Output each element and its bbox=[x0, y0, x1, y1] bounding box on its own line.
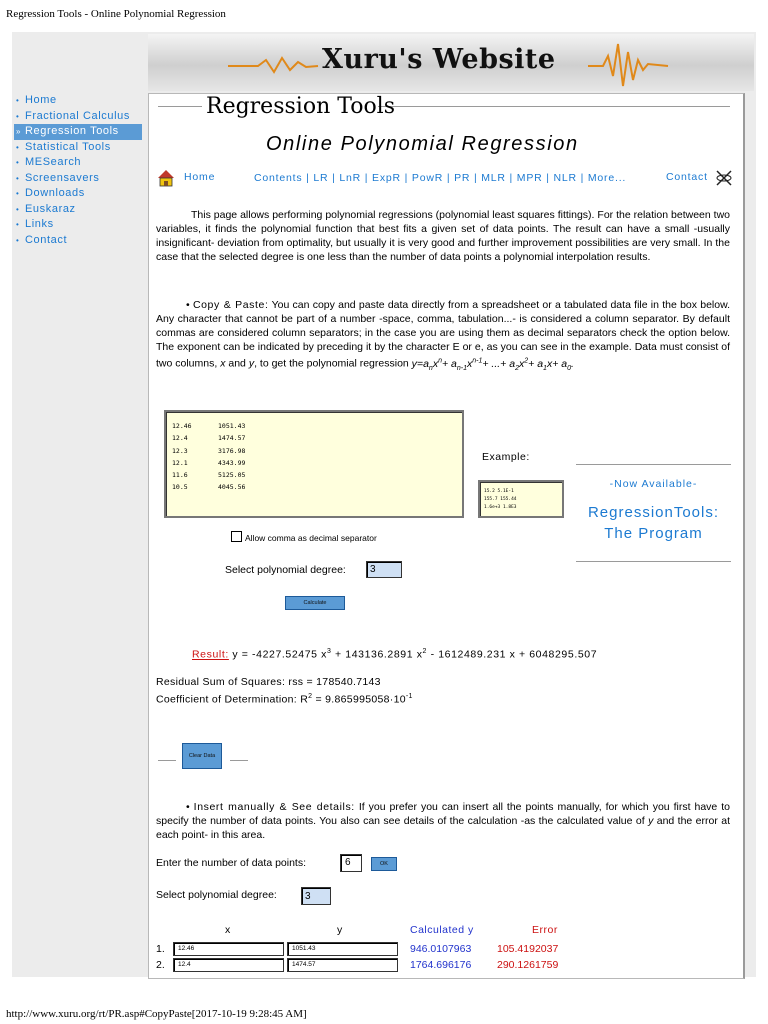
nav-link-powr[interactable]: PowR bbox=[411, 172, 444, 184]
nav-link-mpr[interactable]: MPR bbox=[516, 172, 543, 184]
calculate-button[interactable]: Calculate bbox=[285, 596, 345, 610]
nav-link-lnr[interactable]: LnR bbox=[339, 172, 362, 184]
nav-home-link[interactable]: Home bbox=[184, 171, 216, 183]
sidebar-item-home[interactable]: • Home bbox=[16, 94, 57, 106]
result-label: Result: bbox=[192, 648, 229, 661]
manual-degree-label: Select polynomial degree: bbox=[156, 889, 277, 901]
degree-label: Select polynomial degree: bbox=[225, 564, 346, 576]
y-input[interactable]: 1051.43 bbox=[287, 942, 398, 956]
data-row: 11.6 5125.05 bbox=[172, 471, 246, 480]
table-header-error: Error bbox=[532, 924, 558, 936]
sidebar-item-euskaraz[interactable]: • Euskaraz bbox=[16, 202, 76, 215]
copy-paste-heading: Copy & Paste: bbox=[192, 299, 269, 311]
nav-link-contents[interactable]: Contents bbox=[254, 172, 303, 184]
sidebar-item-regression-tools[interactable]: » Regression Tools bbox=[14, 124, 142, 140]
x-input[interactable]: 12.46 bbox=[173, 942, 284, 956]
example-textarea: 15.2 5.1E-1 155.7 155.44 1.6e+3 1.8E3 bbox=[478, 480, 564, 518]
sidebar-nav bbox=[14, 93, 142, 248]
example-label: Example: bbox=[482, 451, 530, 463]
nav-links: Contents | LR | LnR | ExpR | PowR | PR | MLR | MPR | NLR | More... bbox=[254, 172, 627, 184]
print-header-title: Regression Tools - Online Polynomial Regression bbox=[6, 8, 226, 20]
copy-paste-paragraph: • Copy & Paste: You can copy and paste data directly from a spreadsheet or a tabulated data file in the box below. Any character that cannot be part of a number -space, comma, tabulation...- is considered a column separator. By default commas are considered column separators; in the case you are using them as decimal separators check the option below. The exponent can be indicated by preceding it by the character E or e, as you can see in the example. Data must consist of two columns, x and y, to get the polynomial regression $y=a_nx^n+ a_{n-1}x^{n-1}+$ ...+ $a_2x^2+ a_1x+ a_0$. bbox=[156, 299, 731, 372]
error-value: 105.4192037 bbox=[497, 943, 559, 955]
nav-link-expr[interactable]: ExpR bbox=[372, 172, 401, 184]
rss-value: Residual Sum of Squares: rss = 178540.7143 bbox=[156, 676, 381, 688]
sidebar-item-mesearch[interactable]: • MESearch bbox=[16, 156, 82, 168]
points-label: Enter the number of data points: bbox=[156, 857, 307, 869]
nav-link-nlr[interactable]: NLR bbox=[553, 172, 577, 184]
nav-contact-link[interactable]: Contact bbox=[666, 171, 708, 183]
sidebar-item-links[interactable]: • Links bbox=[16, 218, 54, 230]
data-row: 12.46 1051.43 bbox=[172, 422, 246, 430]
manual-paragraph: • Insert manually & See details: If you prefer you can insert all the points manually, for which you first have to specify the number of data points. You also can see details of the calculation -as the calculated value of y and the error at each point- in this area. bbox=[156, 801, 731, 841]
promo-rule-bottom bbox=[576, 561, 731, 562]
nav-link-more[interactable]: More... bbox=[587, 172, 627, 184]
nav-link-lr[interactable]: LR bbox=[313, 172, 329, 184]
home-icon[interactable] bbox=[156, 168, 176, 193]
error-value: 290.1261759 bbox=[497, 959, 559, 971]
sidebar-item-downloads[interactable]: • Downloads bbox=[16, 187, 85, 199]
comma-separator-label: Allow comma as decimal separator bbox=[245, 533, 377, 543]
degree-select[interactable]: 3 bbox=[366, 561, 402, 578]
data-row: 10.5 4045.56 bbox=[172, 483, 246, 492]
table-header-x: x bbox=[225, 924, 231, 936]
ok-button[interactable]: OK bbox=[371, 857, 397, 871]
clear-data-button[interactable]: Clear Data bbox=[182, 743, 222, 769]
manual-heading: Insert manually & See details: bbox=[193, 801, 355, 813]
promo-available: -Now Available- bbox=[609, 478, 698, 490]
x-input[interactable]: 12.4 bbox=[173, 958, 284, 972]
points-input[interactable]: 6 bbox=[340, 854, 362, 872]
manual-degree-select[interactable]: 3 bbox=[301, 887, 331, 905]
row-number: 1. bbox=[156, 943, 165, 955]
y-input[interactable]: 1474.57 bbox=[287, 958, 398, 972]
r-squared-value: Coefficient of Determination: $R^2 = 9.865995058\cdot 10^{-1}$ bbox=[156, 693, 413, 706]
intro-paragraph: This page allows performing polynomial regressions (polynomial least squares fittings). For the relation between two variables, it finds the polynomial function that best fits a given set of data points. The result can have a small -usually insignificant- deviation from optimality, but usually it is very good and further improvement possibilities are very small. In the case that the selected degree is one less than the number of data points a polynomial interpolation results. bbox=[156, 209, 730, 263]
calculated-y-value: 1764.696176 bbox=[410, 959, 472, 971]
promo-rule-top bbox=[576, 464, 731, 465]
row-number: 2. bbox=[156, 959, 165, 971]
comma-separator-checkbox[interactable] bbox=[231, 531, 242, 542]
sidebar-item-fractional-calculus[interactable]: • Fractional Calculus bbox=[16, 109, 130, 122]
sidebar-item-statistical-tools[interactable]: • Statistical Tools bbox=[16, 140, 111, 153]
section-title: Regression Tools bbox=[206, 94, 396, 119]
nav-link-mlr[interactable]: MLR bbox=[481, 172, 506, 184]
title-rule-left bbox=[158, 106, 202, 107]
nav-link-pr[interactable]: PR bbox=[454, 172, 471, 184]
print-footer-url: http://www.xuru.org/rt/PR.asp#CopyPaste[2017-10-19 9:28:45 AM] bbox=[6, 1008, 307, 1020]
title-rule-right bbox=[378, 106, 730, 107]
contact-satellite-icon[interactable] bbox=[714, 168, 734, 193]
table-header-y: y bbox=[337, 924, 343, 936]
clear-rule-left bbox=[158, 760, 176, 761]
site-title[interactable]: Xuru's Website bbox=[322, 44, 556, 75]
promo-program-link[interactable]: RegressionTools: The Program bbox=[587, 504, 720, 542]
clear-rule-right bbox=[230, 760, 248, 761]
data-row: 12.4 1474.57 bbox=[172, 434, 246, 443]
data-row: 12.1 4343.99 bbox=[172, 458, 246, 467]
data-row: 12.3 3176.98 bbox=[172, 446, 246, 455]
sidebar-item-contact[interactable]: • Contact bbox=[16, 233, 68, 246]
data-textarea[interactable] bbox=[164, 410, 464, 518]
sidebar-item-screensavers[interactable]: • Screensavers bbox=[16, 171, 100, 184]
calculated-y-value: 946.0107963 bbox=[410, 943, 472, 955]
result-equation: Result: y = -4227.52475 $x^3 + 143136.2891$ $x^2 - 1612489.231$ x + 6048295.507 bbox=[192, 648, 598, 661]
page-title: Online Polynomial Regression bbox=[266, 133, 579, 155]
regression-formula: $y=a_nx^n+ a_{n-1}x^{n-1}+$ ...+ $a_2x^2+ a_1x+ a_0$. bbox=[411, 357, 574, 372]
table-header-calculated-y: Calculated y bbox=[410, 924, 474, 936]
